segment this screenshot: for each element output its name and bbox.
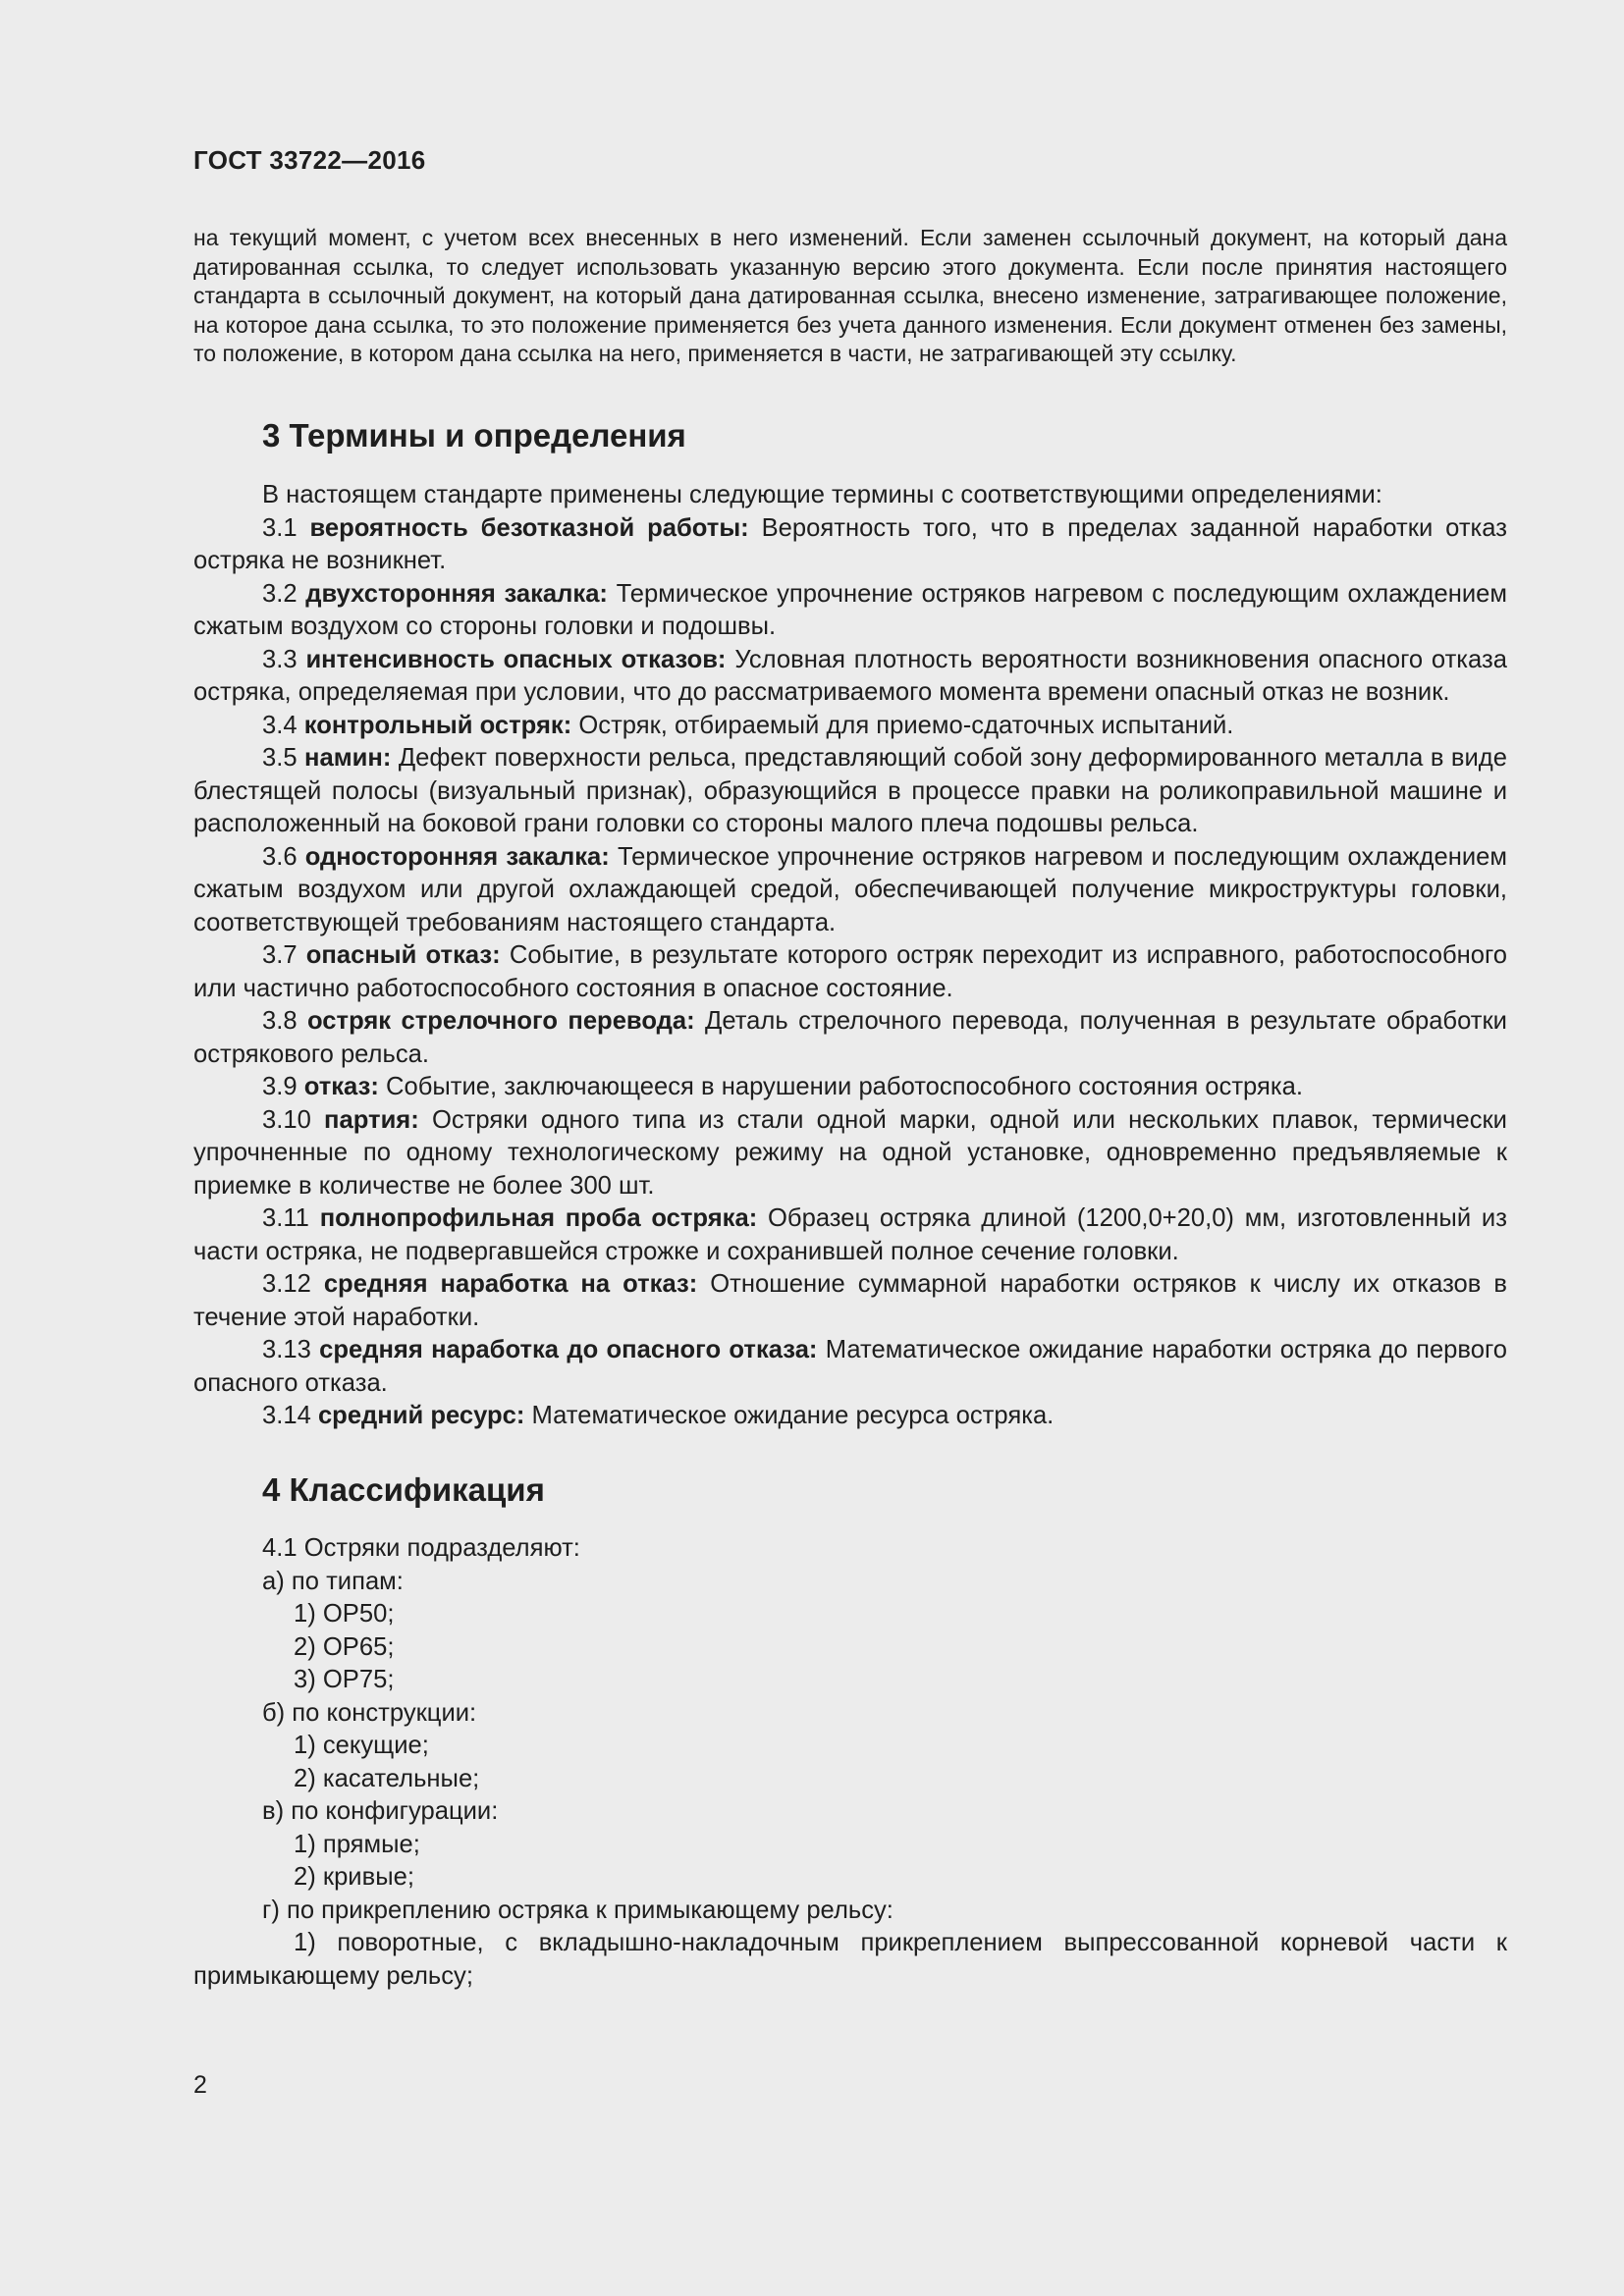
term-title: полнопрофильная проба остряка: [319,1204,758,1233]
term-number: 3.4 [262,711,298,739]
term-definition: Условная плотность вероятности возникновения опасного отказа остряка, определяемая при условии, что до рассматриваемого момента времени опасный отказ не возник. [193,645,1507,707]
list-item: а) по типам: [262,1567,404,1595]
section-4-body [193,1532,1507,1993]
section-4-heading: 4 Классификация [262,1470,545,1508]
term-title: двухсторонняя закалка: [305,579,608,608]
term-definition: Математическое ожидание ресурса остряка. [531,1402,1055,1430]
term-number: 3.9 [262,1073,298,1101]
term-number: 3.10 [262,1105,311,1134]
list-item: 3) ОР75; [294,1666,395,1694]
page-content [193,224,1507,1993]
term-title: опасный отказ: [305,941,501,970]
term-definition: Отношение суммарной наработки остряков к числу их отказов в течение этой наработки. [193,1270,1507,1331]
term-title: вероятность безотказной работы: [309,513,749,542]
list-item: 1) ОР50; [294,1600,395,1629]
term-title: отказ: [303,1073,379,1101]
term-3-1 [193,512,1507,578]
term-title: остряк стрелочного перевода: [307,1007,695,1036]
term-3-4 [193,710,1507,743]
term-3-10 [193,1104,1507,1203]
list-item: 2) ОР65; [294,1632,395,1661]
term-number: 3.6 [262,842,298,871]
section-3-heading: 3 Термины и определения [262,416,686,454]
term-title: односторонняя закалка: [304,842,610,871]
term-definition: Термическое упрочнение остряков нагревом и последующим охлаждением сжатым воздухом или другой охлаждающей средой, обеспечивающей получение микроструктуры головки, соответствующей требованиям настоящего стандарта. [193,842,1507,936]
intro-paragraph: на текущий момент, с учетом всех внесенных в него изменений. Если заменен ссылочный документ, на который дана датированная ссылка, то следует использовать указанную версию этого документа. Если после принятия настоящего стандарта в ссылочный документ, на который дана датированная ссылка, внесено изменение, затрагивающее положение, на которое дана ссылка, то это положение применяется без учета данного изменения. Если документ отменен без замены, то положение, в котором дана ссылка на него, применяется в части, не затрагивающей эту ссылку. [193,225,1507,366]
list-item: 4.1 Остряки подразделяют: [262,1534,580,1563]
term-3-3 [193,644,1507,710]
term-3-11 [193,1202,1507,1268]
term-definition: Остряки одного типа из стали одной марки, одной или нескольких плавок, термически упрочненные по одному технологическому режиму на одной установке, одновременно предъявляемые к приемке в количестве не более 300 шт. [193,1105,1507,1200]
term-3-9 [193,1071,1507,1104]
term-number: 3.11 [262,1204,309,1233]
term-title: средняя наработка до опасного отказа: [319,1336,818,1364]
term-3-8 [193,1005,1507,1071]
term-definition: Термическое упрочнение остряков нагревом с последующим охлаждением сжатым воздухом со стороны головки и подошвы. [193,579,1508,641]
term-3-13 [193,1334,1507,1400]
term-title: партия: [324,1105,419,1134]
term-3-14 [193,1400,1507,1433]
term-number: 3.3 [262,645,298,673]
term-number: 3.12 [262,1270,311,1299]
term-title: средняя наработка на отказ: [323,1270,698,1299]
term-definition: Вероятность того, что в пределах заданной наработки отказ остряка не возникнет. [193,513,1507,575]
term-definition: Событие, заключающееся в нарушении работоспособного состояния остряка. [385,1073,1303,1101]
term-3-7 [193,939,1507,1005]
term-definition: Событие, в результате которого остряк переходит из исправного, работоспособного или частично работоспособного состояния в опасное состояние. [193,941,1507,1002]
term-definition: Математическое ожидание наработки остряка до первого опасного отказа. [193,1336,1507,1397]
document-code: ГОСТ 33722—2016 [193,145,426,175]
term-definition: Образец остряка длиной (1200,0+20,0) мм, изготовленный из части остряка, не подвергавшейся строжке и сохранившей полное сечение головки. [193,1204,1507,1265]
term-number: 3.8 [262,1007,298,1036]
term-3-5 [193,742,1507,841]
term-number: 3.7 [262,941,298,970]
term-title: намин: [304,744,392,773]
term-number: 3.2 [262,579,298,608]
list-item: б) по конструкции: [262,1698,477,1727]
list-item: 1) прямые; [294,1830,420,1858]
term-number: 3.5 [262,744,298,773]
list-item: 1) поворотные, с вкладышно-накладочным прикреплением выпрессованной корневой части к примыкающему рельсу; [193,1929,1507,1990]
page-number: 2 [193,2071,207,2099]
section-3-body [193,479,1507,1433]
intro-paragraph-block [193,224,1507,369]
list-item: в) по конфигурации: [262,1797,499,1826]
term-definition: Дефект поверхности рельса, представляющий собой зону деформированного металла в виде блестящей полосы (визуальный признак), образующийся в процессе правки на роликоправильной машине и расположенный на боковой грани головки со стороны малого плеча подошвы рельса. [193,744,1507,838]
list-item: г) по прикреплению остряка к примыкающему рельсу: [262,1896,893,1924]
term-title: интенсивность опасных отказов: [305,645,727,673]
term-number: 3.13 [262,1336,311,1364]
term-number: 3.1 [262,513,298,542]
term-title: контрольный остряк: [303,711,572,739]
term-3-12 [193,1268,1507,1334]
term-title: средний ресурс: [317,1402,525,1430]
term-definition: Деталь стрелочного перевода, полученная в результате обработки острякового рельса. [193,1007,1507,1068]
term-3-6 [193,841,1507,940]
list-item: 2) касательные; [294,1764,480,1792]
term-3-2 [193,578,1507,644]
section-3-intro: В настоящем стандарте применены следующие термины с соответствующими определениями: [262,481,1382,509]
list-item: 1) секущие; [294,1732,429,1760]
term-definition: Остряк, отбираемый для приемо-сдаточных испытаний. [578,711,1234,739]
list-item: 2) кривые; [294,1863,414,1892]
term-number: 3.14 [262,1402,311,1430]
